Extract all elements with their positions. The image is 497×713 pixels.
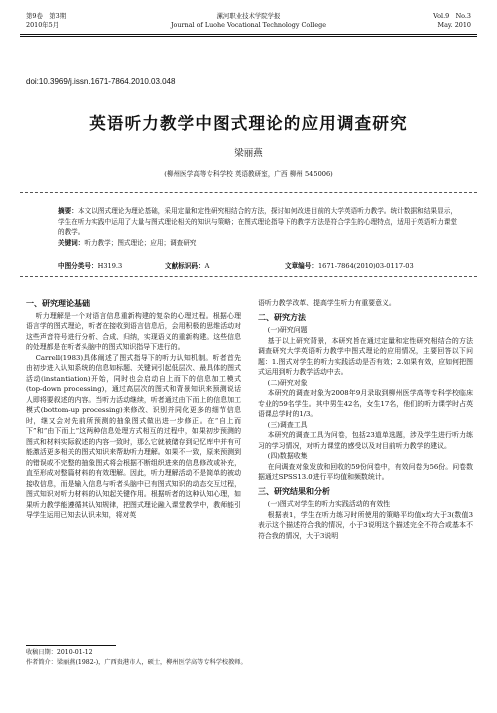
header-rule [20,34,477,35]
paragraph: 本研究的调查工具为问卷，包括23道单选题，涉及学生进行听力练习的学习情况，对听力课堂的感受以及对目前听力教学的建议。 [258,431,473,450]
paragraph: Carrell(1983)具体阐述了图式指导下的听力认知机制。听者首先由初步进入认知系统的信息如标题、关键词引起低层次、最具体的图式活动(instantiation)开始，同时也会启动自上而下的信息加工模式(top-down processing)，通过高层次的图式和背景知识来预测说话人即将要叙述的内容。当听力活动继续，听者通过由下而上的信息加工模式(bottom-up processing)来修改、识别并同化更多的细节信息时，继又会对先前所预测的抽象图式做出进一步修正。在“自上而下”和“由下而上”这两种信息处理方式相互的过程中，如果初步预测的图式和材料实际叙述的内容一致时，那么它就被储存到记忆库中并有可能激活更多相关的图式知识来帮助听力理解。如果不一致，原来预测到的错误或不完整的抽象图式将会根据不断组织进来的信息修改或补充，直至形成对整篇材料的有效理解。因此，听力理解活动不是简单的被动接收信息，而是输入信息与听者头脑中已有图式知识的动态交互过程，图式知识对听力材料的认知起关键作用。根据听者的这种认知心理，如果听力教学能遵循其认知规律，把图式理论融入课堂教学中，教师能引导学生运用已知去认识未知，将对英 [26,353,241,519]
received-date: 收稿日期：2010-01-12 [26,649,93,656]
footnote [26,648,247,668]
article-label: 文章编号： [285,262,318,270]
keywords: 听力教学；图式理论；应用；调查研究 [84,238,197,247]
subsection-heading: (三)调查工具 [267,420,308,429]
author: 梁丽燕 [234,148,263,159]
header-date-en: May. 2010 [437,21,471,29]
header-vol-no: Vol.9 No.3 [433,12,471,20]
abstract [58,206,457,248]
header-journal-en: Journal of Luohe Vocational Technology College [171,21,326,29]
header-volume-issue: 第9卷 第3期 [26,12,67,20]
paragraph: 本研究的调查对象为2008年9月录取到柳州医学高等专科学校临床专业的59名学生。其中男生42名，女生17名，他们的听力课学时占英语课总学时的1/3。 [258,389,473,418]
header-journal [20,12,477,30]
left-column [26,298,241,521]
paragraph: 根据表1，学生在听力练习时所使用的策略平均值x均大于3(数值3表示这个描述符合我的情况，小于3说明这个描述完全不符合或基本不符合我的情况，大于3说明 [258,510,473,540]
subsection-heading: (一)图式对学生的听力实践活动的有效性 [267,500,391,508]
abstract-top-divider [20,192,477,193]
header-rule-thin [20,36,477,37]
abstract-text: 本文以图式理论为理论基础，采用定量和定性研究相结合的方法，探讨如何改进目前的大学英语听力教学。统计数据和结果显示，学生在听力实践中运用了大量与图式理论相关的知识与策略；在图式理论指导下的教学方法是符合学生的心理特点，适用于英语听力课堂的教学。 [58,207,457,236]
paper-title: 英语听力教学中图式理论的应用调查研究 [89,114,408,133]
subsection-heading: (二)研究对象 [267,378,308,387]
header-vol-en [433,12,471,30]
keywords-label: 关键词： [58,238,85,247]
section-heading: 三、研究结果和分析 [258,485,330,496]
classification-number [58,260,122,270]
paragraph: 语听力教学改革、提高学生听力有重要意义。 [258,299,396,307]
journal-header [20,10,477,42]
abstract-label: 摘要： [58,207,78,215]
doi: doi:10.3969/j.issn.1671-7864.2010.03.048 [26,77,176,86]
author-bio: 作者简介：梁丽燕(1982-)，广西贵港市人，硕士，柳州医学高等专科学校教师。 [26,659,247,666]
section-heading: 二、研究方法 [258,311,306,322]
abstract-bottom-divider [20,276,477,277]
section-heading: 一、研究理论基础 [26,298,90,308]
cls-value: H319.3 [97,262,123,270]
paragraph: 在问调查对象发放和回收的59份问卷中，有效问卷为56份。问卷数据通过SPSS13.0进行平均值和频数统计。 [258,462,473,481]
subsection-heading: (一)研究问题 [267,326,308,334]
cls-label: 中图分类号： [58,262,98,270]
footnote-rule [26,645,116,646]
paragraph: 听力理解是一个对语言信息重新构建的复杂的心理过程。根据心理语言学的图式理论，听者在接收到语言信息后，会用积极的思维活动对这些声音符号进行分析、合成、归纳，实现语义的重新构建。这些信息的处理都是在听者头脑中的图式知识指导下进行的。 [26,311,241,351]
header-journal-cn: 漯河职业技术学院学报 [216,12,281,20]
article-value: 1671-7864(2010)03-0117-03 [317,262,414,270]
code-value: A [204,262,210,270]
right-column [258,298,473,541]
header-date-cn: 2010年5月 [26,21,60,29]
document-code [165,260,209,270]
article-number [285,260,414,270]
subsection-heading: (四)数据收集 [267,452,308,460]
paragraph: 基于以上研究背景，本研究旨在通过定量和定性研究相结合的方法调查研究大学英语听力教学中图式理论的应用情况，主要回答以下问题：1.图式对学生的听力实践活动是否有效；2.如果有效，应如何把图式运用到听力教学活动中去。 [258,336,473,376]
code-label: 文献标识码： [165,262,205,270]
affiliation: (柳州医学高等专科学校 英语教研室，广西 柳州 545006) [164,170,333,178]
